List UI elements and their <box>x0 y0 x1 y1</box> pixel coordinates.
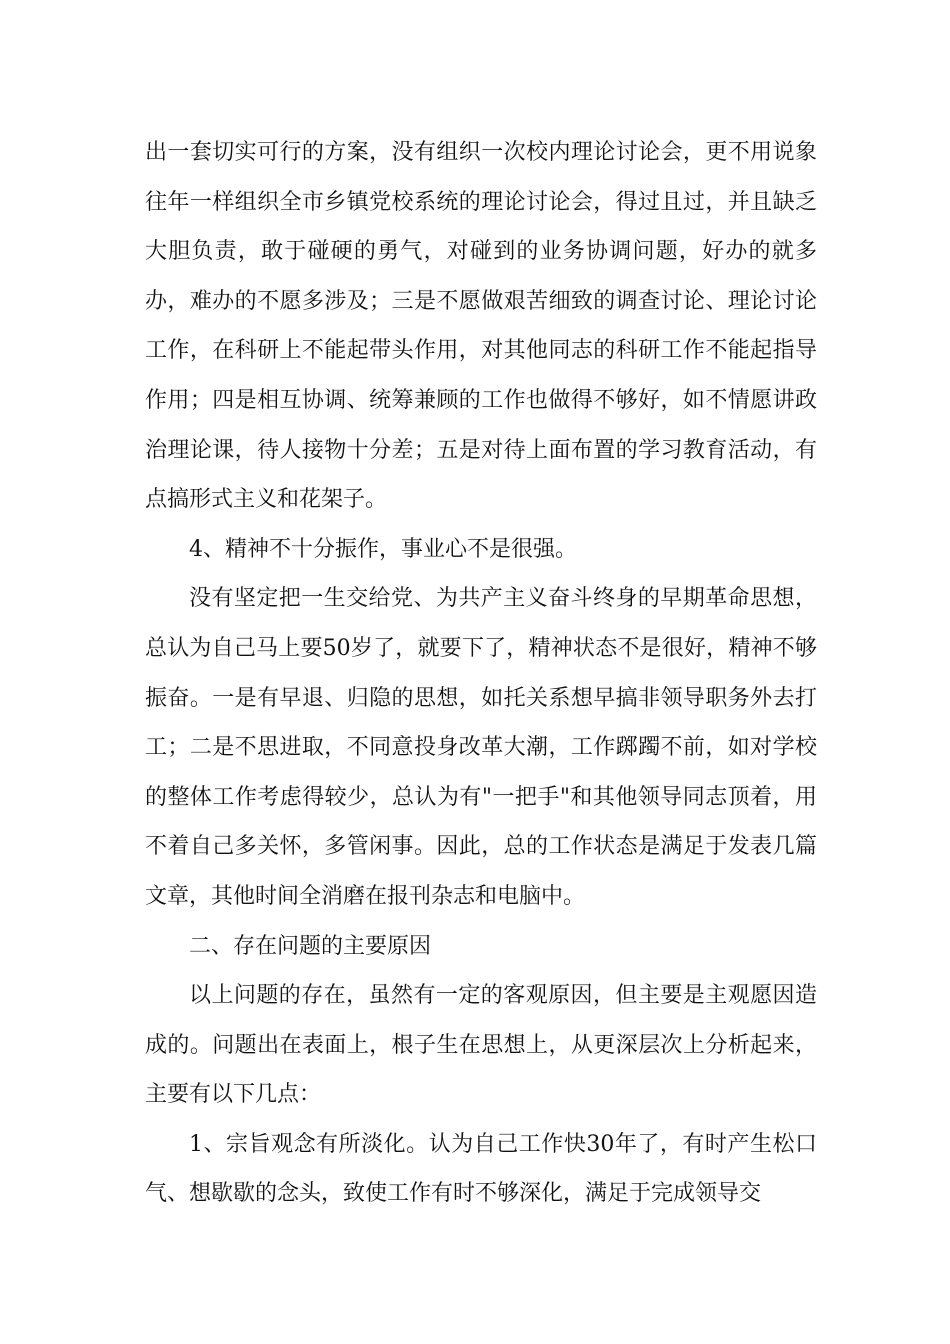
document-body <box>145 128 817 1219</box>
paragraph-causes-intro: 以上问题的存在，虽然有一定的客观原因，但主要是主观愿因造成的。问题出在表面上，根子生在思想上，从更深层次上分析起来，主要有以下几点： <box>145 983 817 1108</box>
paragraph-cause-1: 1、宗旨观念有所淡化。认为自己工作快30年了，有时产生松口气、想歇歇的念头，致使工作有时不够深化，满足于完成领导交 <box>145 1131 817 1207</box>
section-heading-causes: 二、存在问题的主要原因 <box>189 933 432 959</box>
paragraph-continuation: 出一套切实可行的方案，没有组织一次校内理论讨论会，更不用说象往年一样组织全市乡镇党校系统的理论讨论会，得过且过，并且缺乏大胆负责，敢于碰硬的勇气，对碰到的业务协调问题，好办的就多办，难办的不愿多涉及；三是不愿做艰苦细致的调查讨论、理论讨论工作，在科研上不能起带头作用，对其他同志的科研工作不能起指导作用；四是相互协调、统筹兼顾的工作也做得不够好，如不情愿讲政治理论课，待人接物十分差；五是对待上面布置的学习教育活动，有点搞形式主义和花架子。 <box>145 140 817 513</box>
section-heading-4: 4、精神不十分振作，事业心不是很强。 <box>189 536 577 562</box>
paragraph-spirit: 没有坚定把一生交给党、为共产主义奋斗终身的早期革命思想，总认为自己马上要50岁了，就要下了，精神状态不是很好，精神不够振奋。一是有早退、归隐的思想，如托关系想早搞非领导职务外去打工；二是不思进取，不同意投身改革大潮，工作踯躅不前，如对学校的整体工作考虑得较少，总认为有"一把手"和其他领导同志顶着，用不着自己多关怀，多管闲事。因此，总的工作状态是满足于发表几篇文章，其他时间全消磨在报刊杂志和电脑中。 <box>145 586 817 909</box>
